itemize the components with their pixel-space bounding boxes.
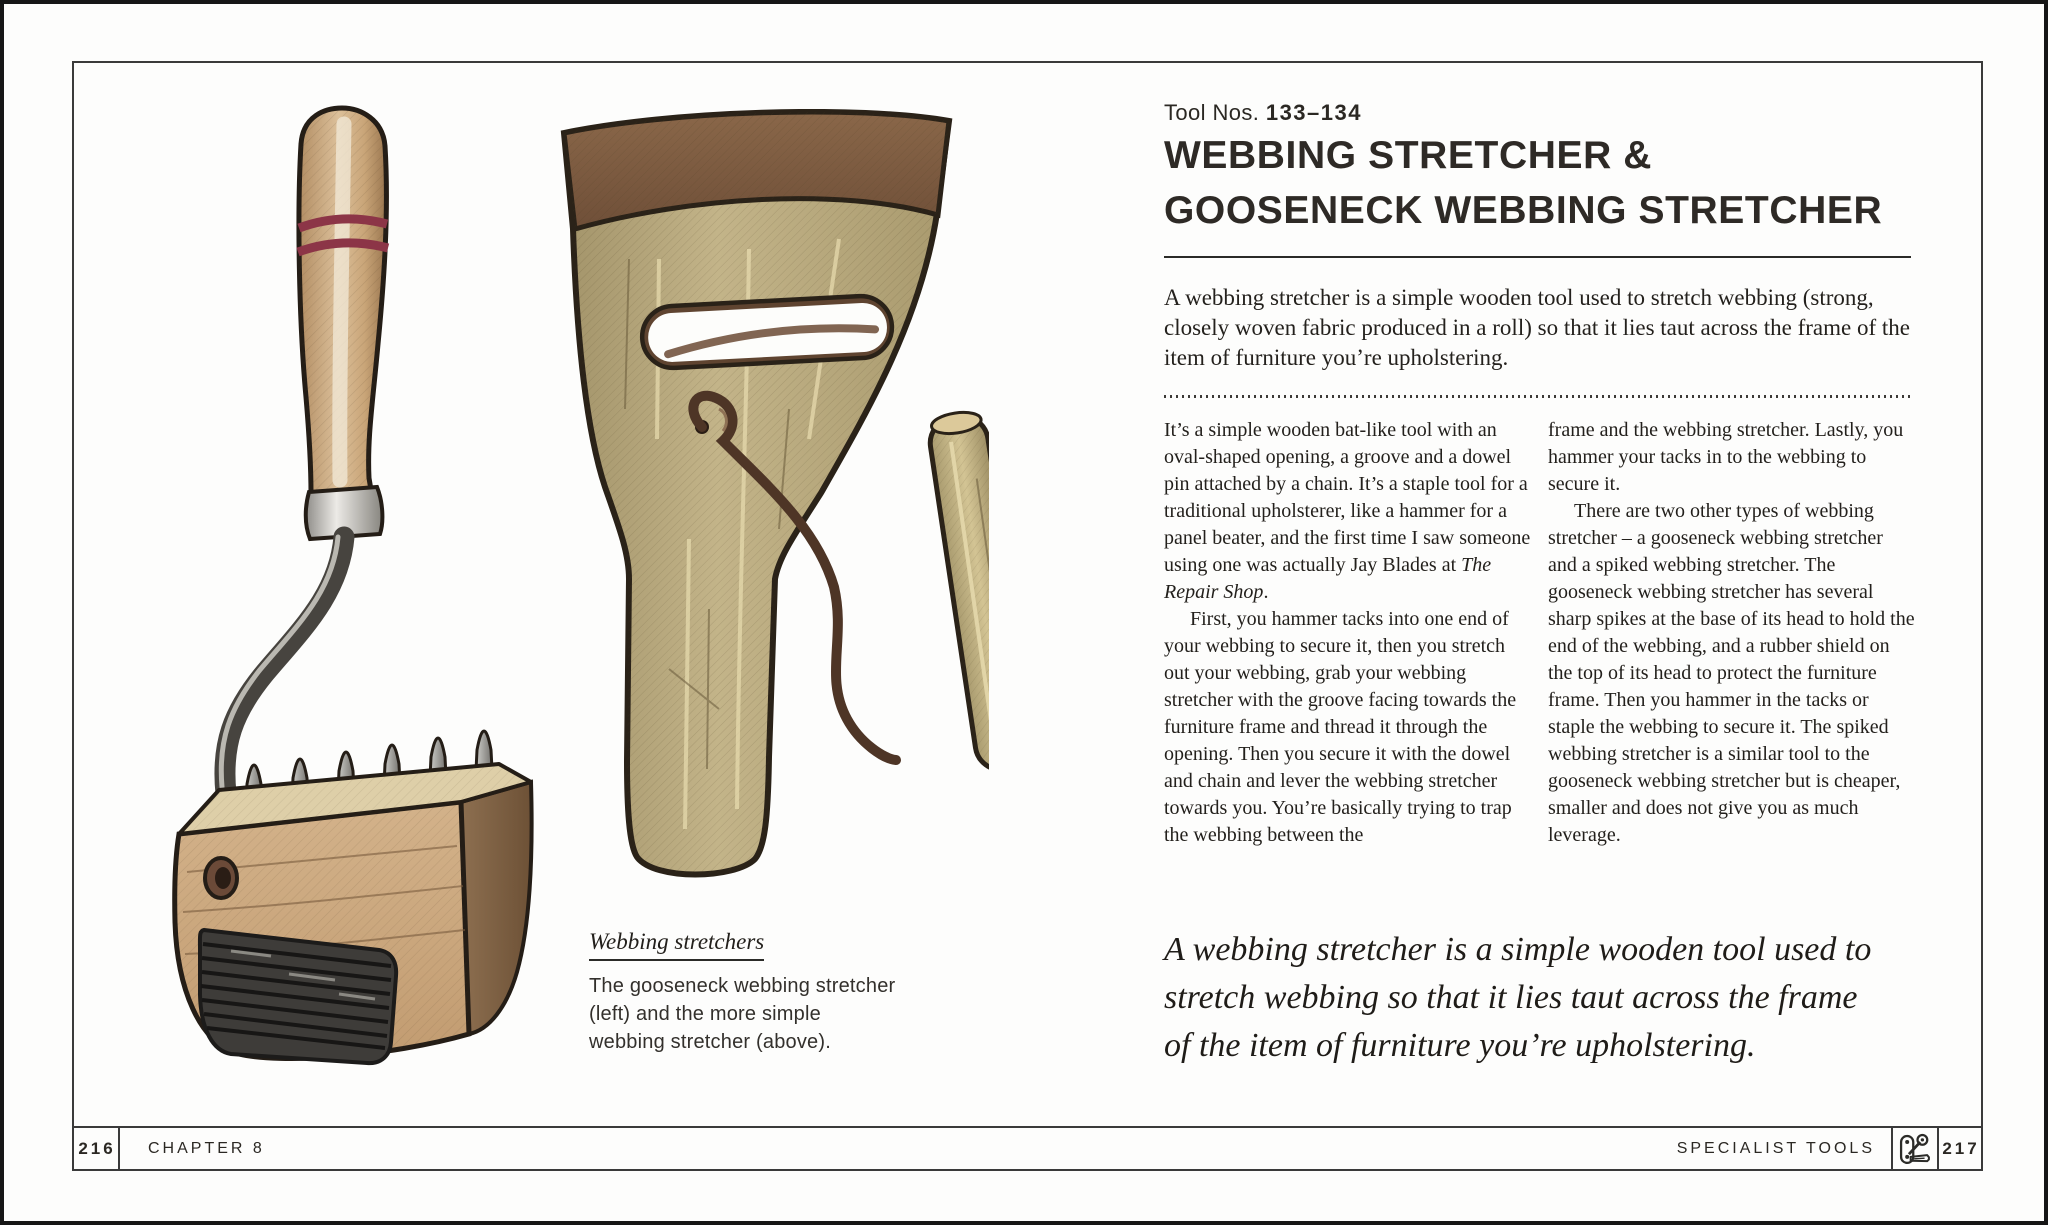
page-number-right: 217 [1937,1128,1981,1169]
italic-title-text: The Repair Shop [1164,554,1492,603]
footer-bar [72,1126,1983,1171]
intro-paragraph: A webbing stretcher is a simple wooden tool used to stretch webbing (strong, closely woven fabric produced in a roll) so that it lies taut across the frame of the item of furniture you’re upholstering. [1164,285,1910,370]
paragraph: First, you hammer tacks into one end of your webbing to secure it, then you stretch out your webbing, grab your webbing stretcher with the groove facing towards the furniture frame and thread it through the opening. Then you secure it with the dowel and chain and lever the webbing stretcher towards you. You’re basically trying to trap the webbing between the [1164,608,1517,846]
paragraph-text: It’s a simple wooden bat-like tool with an oval-shaped opening, a groove and a dowel pin attached by a chain. It’s a staple tool for a traditional upholsterer, like a hammer for a panel beater, and the first time I saw someone using one was actually Jay Blades at [1164,419,1531,576]
caption-title: Webbing stretchers [589,929,764,961]
page-title-line1: WEBBING STRETCHER & [1164,134,1653,177]
page-title [1164,128,1964,238]
footer-chapter-label: CHAPTER 8 [148,1139,265,1157]
paragraph: frame and the webbing stretcher. Lastly, you hammer your tacks in to the webbing to secure it. [1548,419,1904,495]
folding-tool-icon [1891,1128,1937,1169]
illustration-caption [589,929,899,1056]
page-title-line2: GOOSENECK WEBBING STRETCHER [1164,189,1883,232]
title-rule [1164,256,1911,258]
paragraph [1164,417,1532,606]
body-column-right [1548,417,1916,849]
body-column-left [1164,417,1532,849]
tool-numbers [1164,100,1362,126]
page-number-left: 216 [74,1128,120,1169]
pull-quote: A webbing stretcher is a simple wooden tool used to stretch webbing so that it lies taut across the frame of the item of furniture you’re upholstering. [1164,931,1872,1064]
footer-section-label: SPECIALIST TOOLS [1676,1139,1875,1157]
tool-numbers-label: Tool Nos. [1164,100,1260,125]
dotted-divider [1164,395,1912,398]
caption-body: The gooseneck webbing stretcher (left) and the more simple webbing stretcher (above). [589,975,896,1053]
gooseneck-webbing-stretcher-illustration [139,82,579,1112]
paragraph: There are two other types of webbing stretcher – a gooseneck webbing stretcher and a spiked webbing stretcher. The gooseneck webbing stretcher has several sharp spikes at the base of its head to hold the end of the webbing, and a rubber shield on the top of its head to protect the furniture frame. Then you hammer in the tacks or staple the webbing to secure it. The spiked webbing stretcher is a similar tool to the gooseneck webbing stretcher but is cheaper, smaller and does not give you as much leverage. [1548,500,1915,846]
footer-spacer [265,1128,1677,1169]
paragraph-text: . [1263,581,1269,603]
body-text [1164,417,1916,849]
tool-numbers-value: 133–134 [1265,100,1362,125]
webbing-stretcher-illustration [539,109,989,894]
